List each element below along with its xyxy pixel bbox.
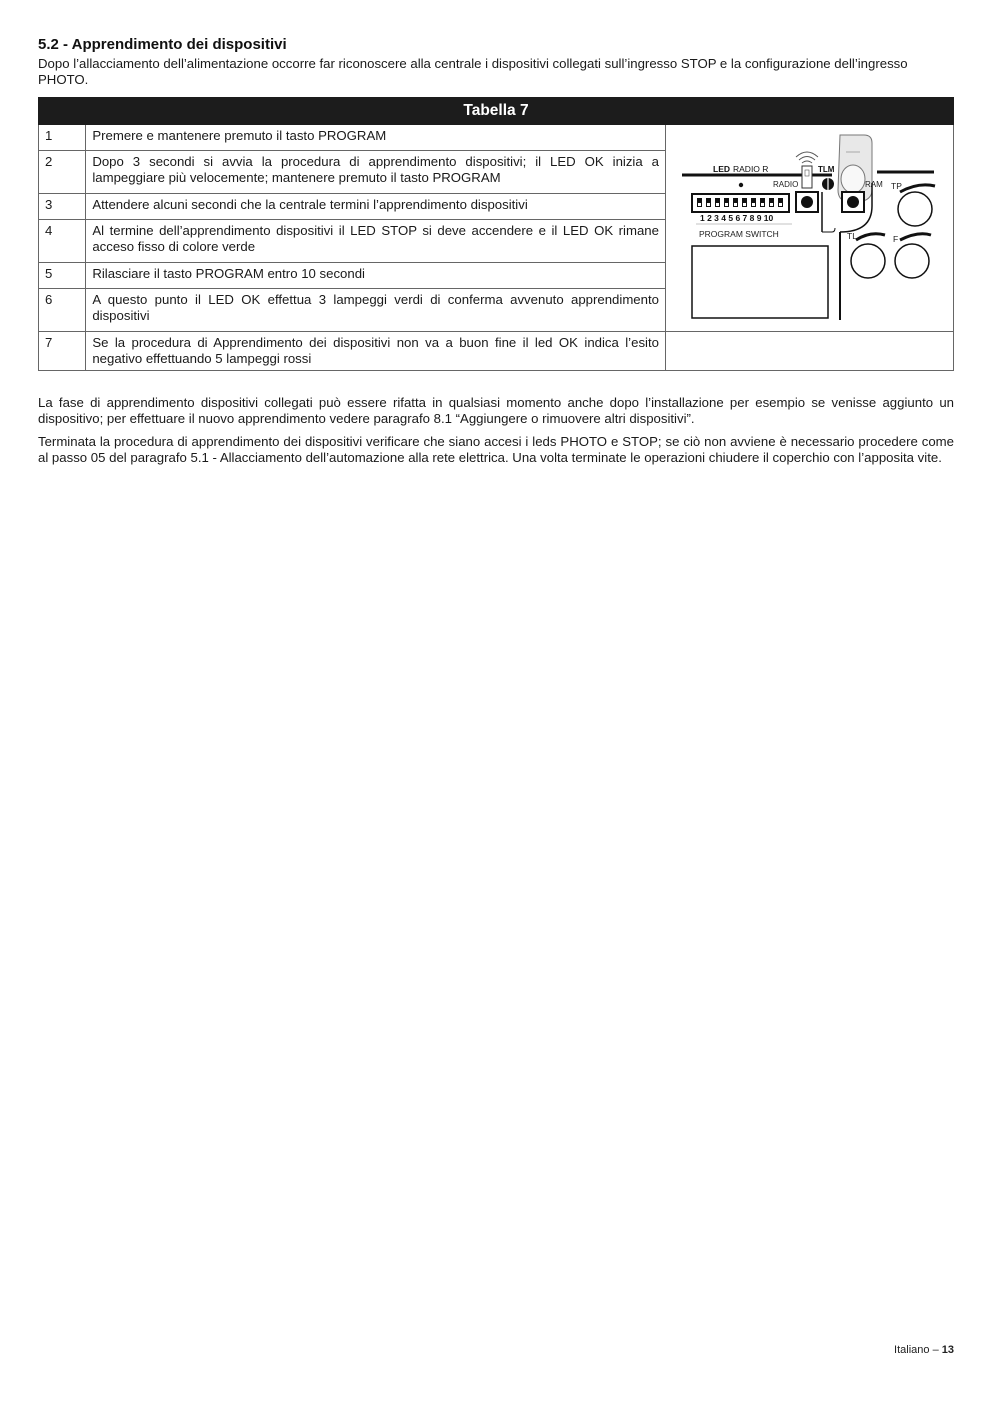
step-number: 6 — [39, 288, 86, 331]
radio-signal-icon — [796, 152, 818, 163]
radio-label: RADIO — [772, 180, 799, 189]
program-switch-label: PROGRAM SWITCH — [698, 229, 779, 239]
step-number: 1 — [39, 125, 86, 151]
control-board-figure — [672, 128, 947, 324]
table-row — [39, 125, 954, 151]
table-row — [39, 332, 954, 371]
f-trimmer-icon — [895, 244, 929, 278]
tp-label: TP — [890, 181, 902, 191]
step-text: Rilasciare il tasto PROGRAM entro 10 secondi — [86, 262, 666, 288]
step-text: Attendere alcuni secondi che la centrale termini l’apprendimento dispositivi — [86, 193, 666, 219]
step-text: Dopo 3 secondi si avvia la procedura di apprendimento dispositivi; il LED OK inizia a lampeggiare più velocemente; mantenere premuto il tasto PROGRAM — [86, 150, 666, 193]
radio-module-icon — [802, 166, 812, 188]
radio-r-label: RADIO R — [732, 164, 769, 174]
body-paragraph: La fase di apprendimento dispositivi collegati può essere rifatta in qualsiasi momento anche dopo l’installazione per esempio se venisse aggiunto un dispositivo; per effettuare il nuovo apprendimento vedere paragrafo 8.1 “Aggiungere o rimuovere altri dispositivi”. — [38, 395, 954, 426]
procedure-table — [38, 97, 954, 371]
led-label: LED — [712, 164, 730, 174]
svg-text:LEDRADIO R — [713, 164, 768, 174]
section-title: 5.2 - Apprendimento dei dispositivi — [38, 36, 287, 53]
step-number: 4 — [39, 219, 86, 262]
program-label-fragment: RAM — [864, 180, 883, 189]
display-box — [692, 246, 828, 318]
tlm-label: TLM — [817, 165, 835, 174]
tl-trimmer-icon — [851, 244, 885, 278]
body-paragraph: Terminata la procedura di apprendimento dei dispositivi verificare che siano accesi i leds PHOTO e STOP; se ciò non avviene è necessario procedere come al passo 05 del paragrafo 5.1 - Allacciamento dell’automazione alla rete elettrica. Una volta terminate le operazioni chiudere il coperchio con l’apposita vite. — [38, 434, 954, 465]
led-dot — [739, 183, 743, 187]
step-text: Premere e mantenere premuto il tasto PROGRAM — [86, 125, 666, 151]
page-content — [38, 36, 954, 473]
step-number: 7 — [39, 332, 86, 371]
step-number: 5 — [39, 262, 86, 288]
tl-label: TL — [846, 231, 857, 241]
page-number: 13 — [941, 1344, 954, 1356]
step-text: A questo punto il LED OK effettua 3 lampeggi verdi di conferma avvenuto apprendimento dispositivi — [86, 288, 666, 331]
section-intro: Dopo l’allacciamento dell’alimentazione occorre far riconoscere alla centrale i dispositivi collegati sull’ingresso STOP e la configurazione dell’ingresso PHOTO. — [38, 56, 908, 87]
tp-trimmer-icon — [898, 192, 932, 226]
page-footer — [894, 1344, 954, 1356]
switch-numbers: 1 2 3 4 5 6 7 8 9 10 — [699, 213, 774, 223]
step-text: Al termine dell’apprendimento dispositivi il LED STOP si deve accendere e il LED OK rimane acceso fisso di colore verde — [86, 219, 666, 262]
step-number: 2 — [39, 150, 86, 193]
empty-cell — [665, 332, 953, 371]
step-number: 3 — [39, 193, 86, 219]
footer-language: Italiano – — [894, 1344, 942, 1356]
step-text: Se la procedura di Apprendimento dei dispositivi non va a buon fine il led OK indica l’esito negativo effettuando 5 lampeggi rossi — [86, 332, 666, 371]
f-label: F — [892, 234, 899, 244]
figure-cell — [665, 125, 953, 332]
table-title: Tabella 7 — [39, 98, 954, 125]
